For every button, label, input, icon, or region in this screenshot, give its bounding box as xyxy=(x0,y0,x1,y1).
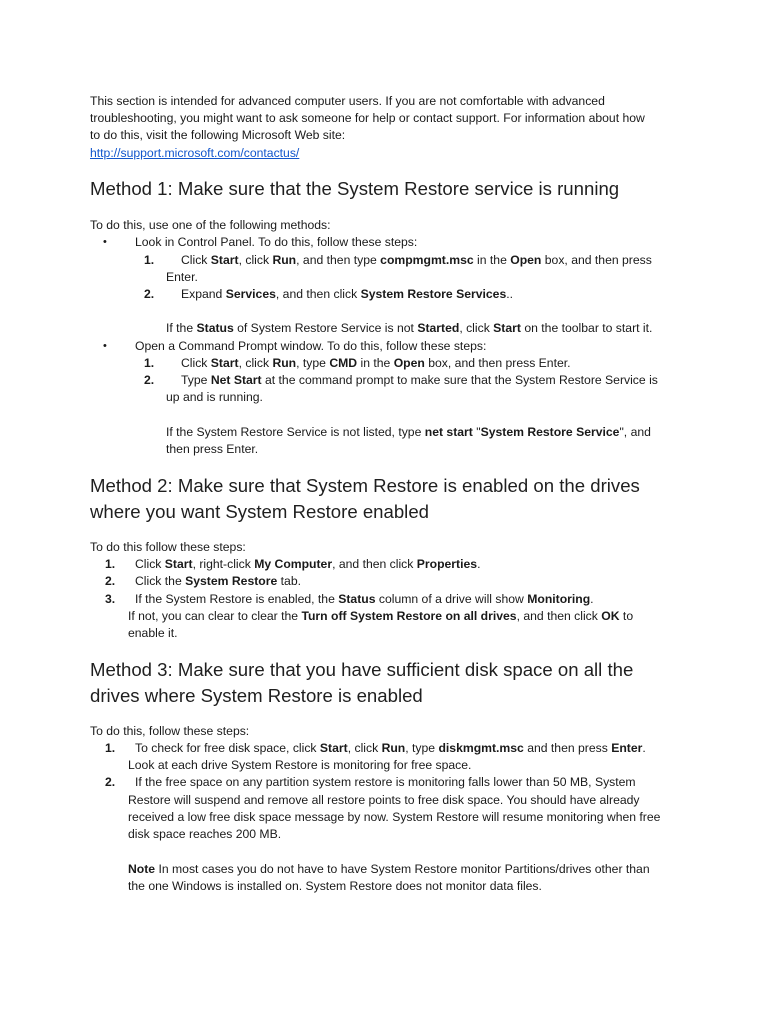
method-1-bullet-2: Open a Command Prompt window. To do this, follow these steps: xyxy=(135,339,487,353)
step-number: 3. xyxy=(105,592,116,606)
method-3-step-2-line-3: received a low free disk space message by now. System Restore will resume monitoring when free xyxy=(128,810,661,824)
intro-line-2: troubleshooting, you might want to ask someone for help or contact support. For information about how xyxy=(90,111,645,125)
method-1-cmd-note: If the System Restore Service is not listed, type net start "System Restore Service", and xyxy=(166,425,651,439)
method-3-step-2-line-4: disk space reaches 200 MB. xyxy=(128,827,282,841)
method-1-note: If the Status of System Restore Service is not Started, click Start on the toolbar to start it. xyxy=(166,321,653,335)
bullet-glyph: • xyxy=(103,236,107,248)
intro-line-3: to do this, visit the following Microsoft Web site: xyxy=(90,128,346,142)
method-2-step-2: Click the System Restore tab. xyxy=(135,574,301,588)
step-number: 1. xyxy=(105,557,116,571)
support-link[interactable]: http://support.microsoft.com/contactus/ xyxy=(90,146,300,160)
support-link-row xyxy=(90,145,299,162)
method-3-lead: To do this, follow these steps: xyxy=(90,724,250,738)
method-3-heading-line-1: Method 3: Make sure that you have sufficient disk space on all the xyxy=(90,659,634,680)
method-2-step-3-cont: If not, you can clear to clear the Turn off System Restore on all drives, and then click OK to xyxy=(128,609,634,623)
method-1-step-1-cont: Enter. xyxy=(166,270,198,284)
method-3-step-2-line-1: If the free space on any partition system restore is monitoring falls lower than 50 MB, System xyxy=(135,775,636,789)
method-3-note-cont: the one Windows is installed on. System Restore does not monitor data files. xyxy=(128,879,542,893)
method-2-step-3-cont-2: enable it. xyxy=(128,626,178,640)
step-number: 2. xyxy=(105,775,116,789)
method-2-heading-line-1: Method 2: Make sure that System Restore is enabled on the drives xyxy=(90,475,640,496)
step-number: 2. xyxy=(144,373,155,387)
method-1-cmd-step-2: Type Net Start at the command prompt to make sure that the System Restore Service is xyxy=(181,373,658,387)
step-number: 2. xyxy=(105,574,116,588)
method-3-step-1-cont: Look at each drive System Restore is monitoring for free space. xyxy=(128,758,472,772)
method-1-cmd-step-1: Click Start, click Run, type CMD in the Open box, and then press Enter. xyxy=(181,356,571,370)
bullet-glyph: • xyxy=(103,340,107,352)
method-3-heading-line-2: drives where System Restore is enabled xyxy=(90,685,423,706)
method-1-cmd-step-2-cont: up and is running. xyxy=(166,390,263,404)
step-number: 1. xyxy=(144,253,155,267)
method-2-step-1: Click Start, right-click My Computer, and then click Properties. xyxy=(135,557,481,571)
method-3-note: Note In most cases you do not have to have System Restore monitor Partitions/drives other than xyxy=(128,862,650,876)
method-1-step-2: Expand Services, and then click System Restore Services.. xyxy=(181,287,514,301)
step-number: 1. xyxy=(144,356,155,370)
step-number: 1. xyxy=(105,741,116,755)
method-3-step-2-line-2: Restore will suspend and remove all restore points to free disk space. You should have already xyxy=(128,793,640,807)
method-1-step-1: Click Start, click Run, and then type compmgmt.msc in the Open box, and then press xyxy=(181,253,652,267)
method-1-heading: Method 1: Make sure that the System Restore service is running xyxy=(90,178,620,199)
intro-line-1: This section is intended for advanced computer users. If you are not comfortable with advanced xyxy=(90,94,605,108)
method-2-step-3: If the System Restore is enabled, the Status column of a drive will show Monitoring. xyxy=(135,592,594,606)
method-2-lead: To do this follow these steps: xyxy=(90,540,246,554)
method-1-cmd-note-cont: then press Enter. xyxy=(166,442,259,456)
method-1-bullet-1: Look in Control Panel. To do this, follow these steps: xyxy=(135,235,418,249)
method-2-heading-line-2: where you want System Restore enabled xyxy=(90,501,429,522)
method-3-step-1: To check for free disk space, click Start, click Run, type diskmgmt.msc and then press Enter. xyxy=(135,741,646,755)
method-1-lead: To do this, use one of the following methods: xyxy=(90,218,331,232)
step-number: 2. xyxy=(144,287,155,301)
